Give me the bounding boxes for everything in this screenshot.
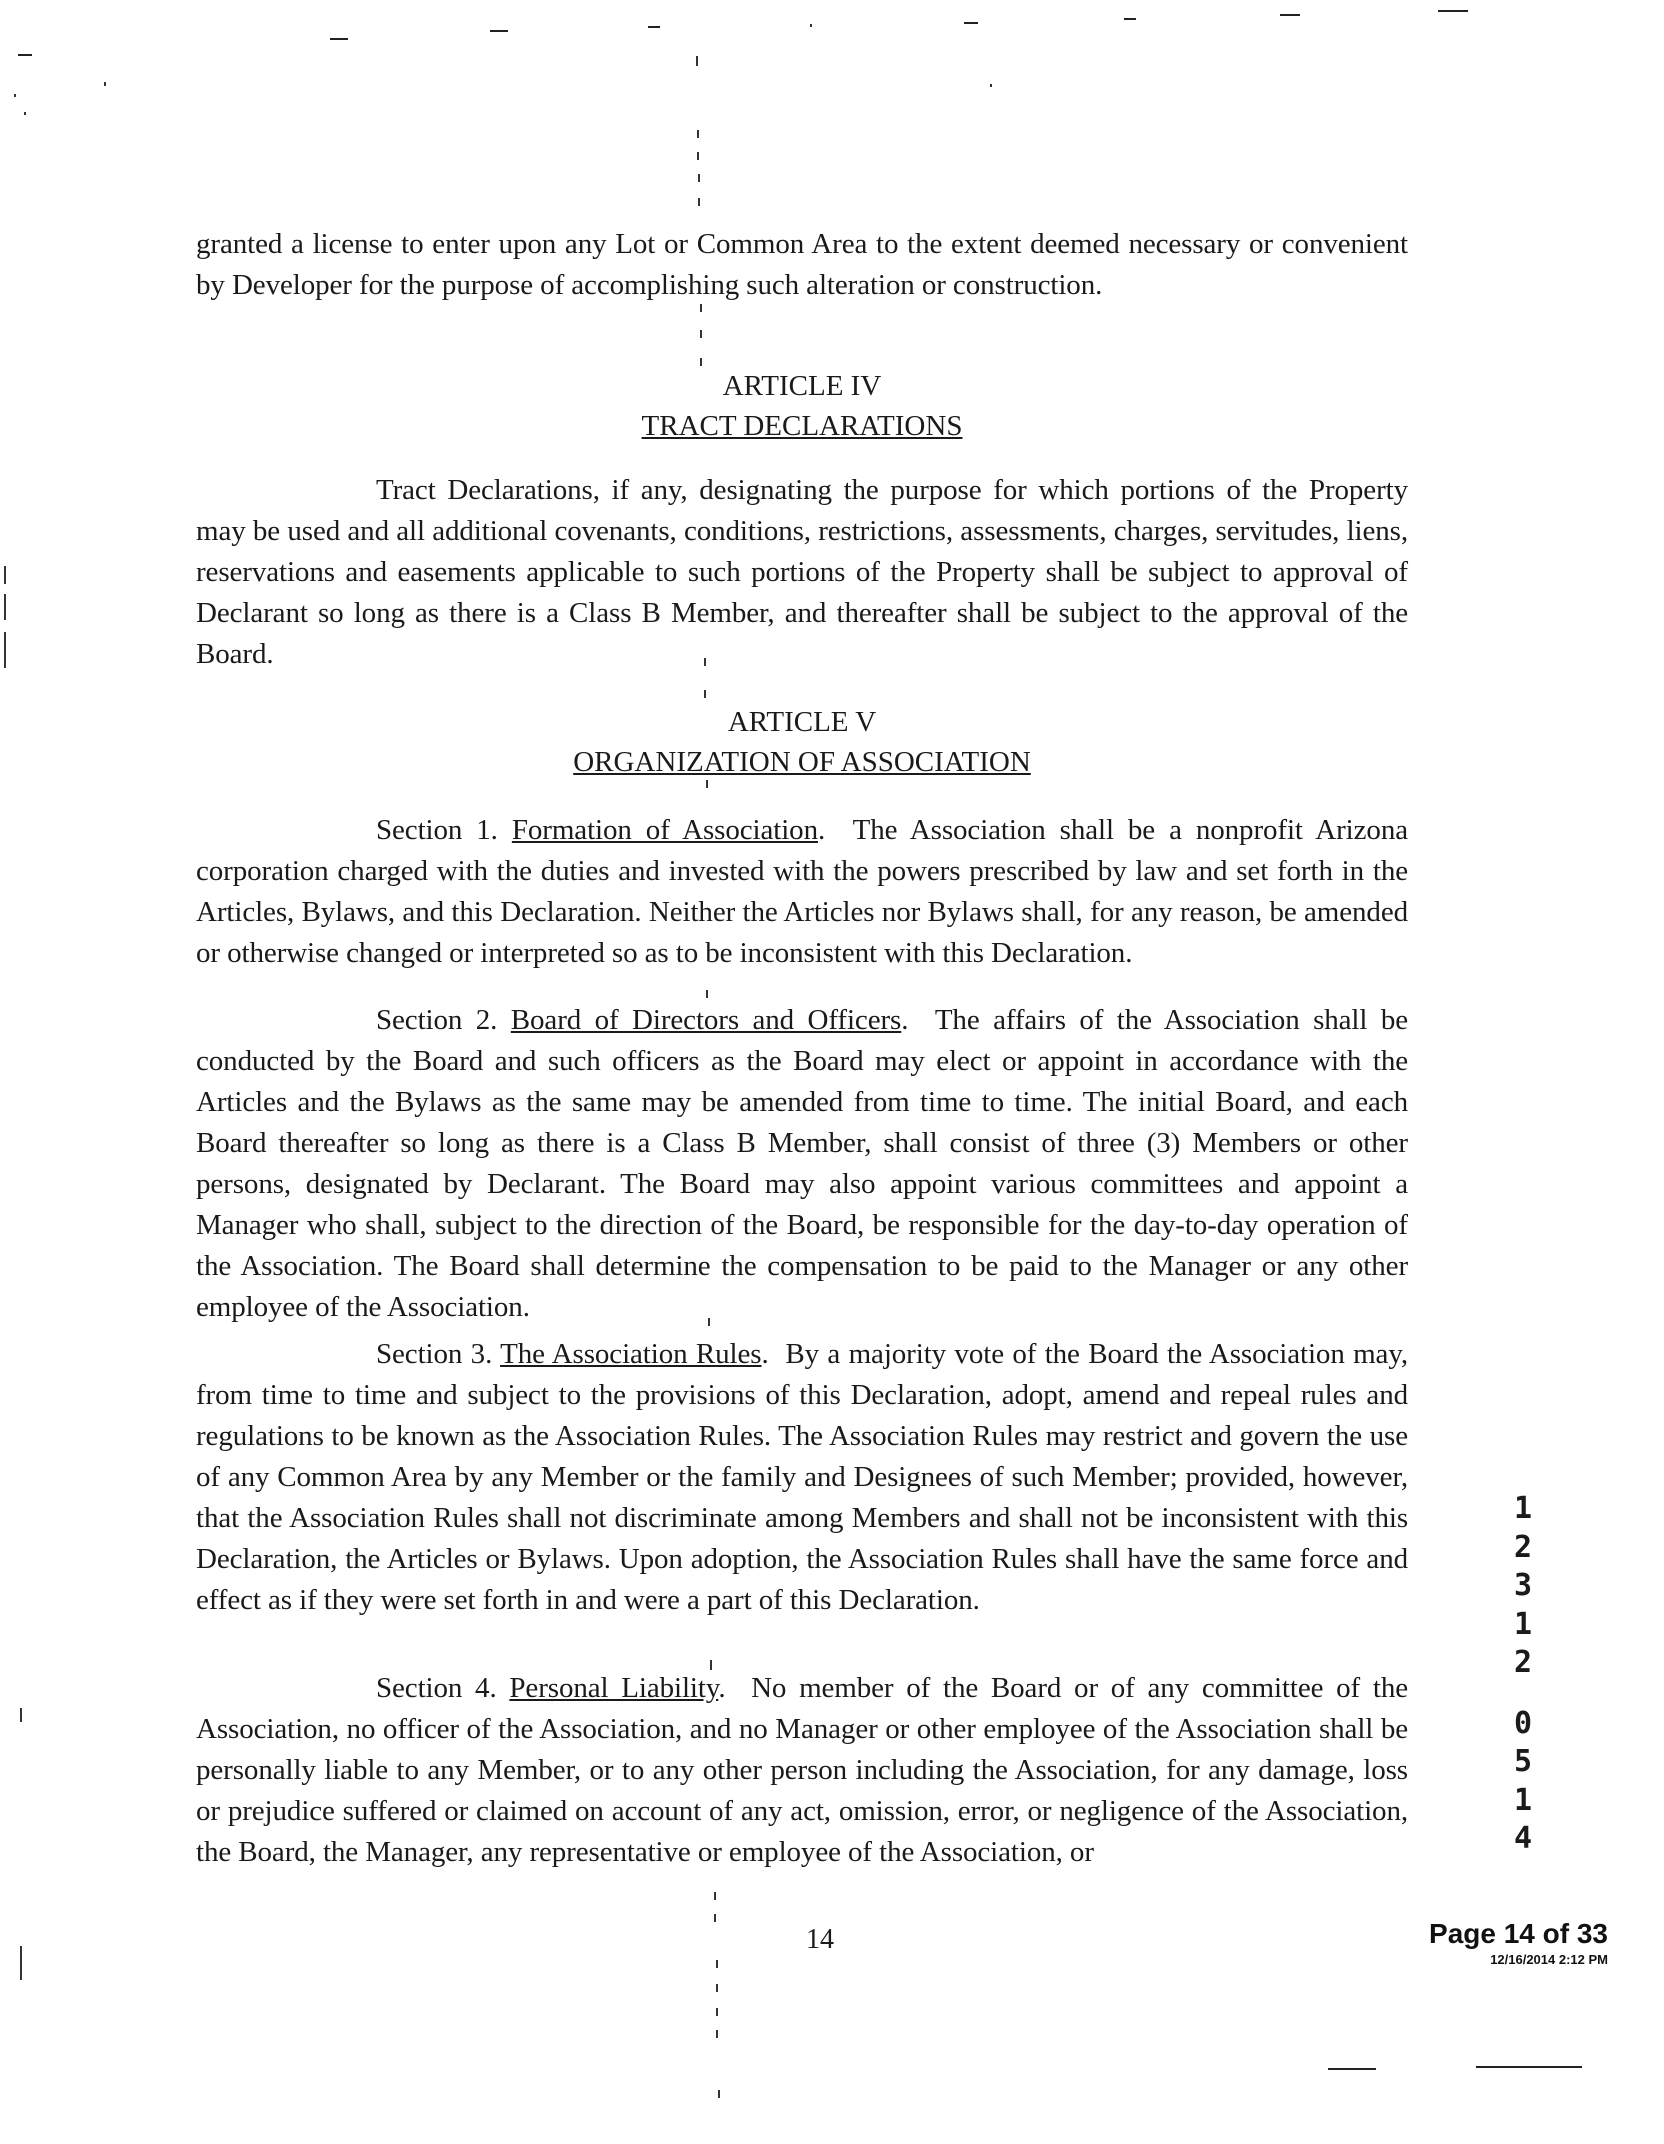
article-v-number: ARTICLE V: [727, 706, 877, 738]
section-title: Formation of Association: [511, 814, 818, 846]
article-iv-paragraph: Tract Declarations, if any, designating the purpose for which portions of the Property may be used and all additional covenants, conditions, restrictions, assessments, charges, servitudes, liens, reservations and easements applicable to such portions of the Property shall be subject to approval of Declarant so long as there is a Class B Member, and thereafter shall be subject to the approval of the Board.: [196, 474, 1408, 670]
recording-number: [1503, 1490, 1543, 1859]
section-label: Section 2.: [376, 1004, 498, 1036]
section-title: Personal Liability: [509, 1672, 719, 1704]
scan-mark: [700, 358, 702, 366]
recorder-timestamp: 12/16/2014 2:12 PM: [1490, 1952, 1608, 1967]
scan-mark: [18, 54, 32, 56]
section-paragraph: Section 1. Formation of Association. The Association shall be a nonprofit Arizona corporation charged with the duties and invested with the powers prescribed by law and set forth in the Articles, Bylaws, and this Declaration. Neither the Articles nor Bylaws shall, for any reason, be amended or otherwise changed or interpreted so as to be inconsistent with this Declaration.: [196, 814, 1408, 969]
scan-mark: [4, 632, 6, 668]
article-iv-number: ARTICLE IV: [722, 370, 882, 402]
article-iv-heading: [196, 366, 1408, 446]
scan-mark: [716, 1960, 718, 1968]
scan-mark: [706, 990, 708, 998]
recording-digit: 0: [1513, 1705, 1533, 1741]
section-text: By a majority vote of the Board the Association may, from time to time and subject to the provisions of this Declaration, adopt, amend and repeal rules and regulations to be known as the Association Rules. The Association Rules may restrict and govern the use of any Common Area by any Member or the family and Designees of such Member; provided, however, that the Association Rules shall not discriminate among Members and shall not be inconsistent with this Declaration, the Articles or Bylaws. Upon adoption, the Association Rules shall have the same force and effect as if they were set forth in and were a part of this Declaration.: [196, 1338, 1408, 1616]
scan-mark: [698, 174, 700, 182]
scan-mark: [648, 26, 660, 28]
scan-mark: [700, 330, 702, 338]
section-label: Section 3.: [376, 1338, 493, 1370]
scan-mark: [20, 1708, 22, 1722]
scan-mark: [964, 22, 978, 24]
scan-mark: [697, 130, 699, 138]
scan-mark: [716, 1984, 718, 1992]
recorder-stamp: [1429, 1918, 1608, 1967]
scan-mark: [1280, 14, 1300, 16]
scan-mark: [698, 198, 700, 206]
scan-mark: [697, 152, 699, 160]
scan-mark: [4, 594, 6, 620]
section-title: Board of Directors and Officers: [510, 1004, 902, 1036]
section-label: Section 1.: [376, 814, 498, 846]
scan-mark: [990, 84, 992, 87]
page-number: 14: [806, 1924, 834, 1955]
recording-digit: 2: [1513, 1529, 1533, 1565]
section-text: The Association shall be a nonprofit Arizona corporation charged with the duties and invested with the powers prescribed by law and set forth in the Articles, Bylaws, and this Declaration. Neither the Articles nor Bylaws shall, for any reason, be amended or otherwise changed or interpreted so as to be inconsistent with this Declaration.: [196, 814, 1408, 969]
section-title: The Association Rules: [500, 1338, 762, 1370]
section-paragraph: Section 2. Board of Directors and Officers. The affairs of the Association shall be conducted by the Board and such officers as the Board may elect or appoint in accordance with the Articles and the Bylaws as the same may be amended from time to time. The initial Board, and each Board thereafter so long as there is a Class B Member, shall consist of three (3) Members or other persons, designated by Declarant. The Board may also appoint various committees and appoint a Manager who shall, subject to the direction of the Board, be responsible for the day-to-day operation of the Association. The Board shall determine the compensation to be paid to the Manager or any other employee of the Association.: [196, 1004, 1408, 1323]
carryover-paragraph: granted a license to enter upon any Lot or Common Area to the extent deemed necessary or convenient by Developer for the purpose of accomplishing such alteration or construction.: [196, 228, 1408, 301]
recording-digit: 4: [1513, 1821, 1533, 1856]
scan-mark: [1328, 2068, 1376, 2070]
section-text: The affairs of the Association shall be conducted by the Board and such officers as the Board may elect or appoint in accordance with the Articles and the Bylaws as the same may be amended from time to time. The initial Board, and each Board thereafter so long as there is a Class B Member, shall consist of three (3) Members or other persons, designated by Declarant. The Board may also appoint various committees and appoint a Manager who shall, subject to the direction of the Board, be responsible for the day-to-day operation of the Association. The Board shall determine the compensation to be paid to the Manager or any other employee of the Association.: [196, 1004, 1408, 1323]
section-paragraph: Section 4. Personal Liability. No member of the Board or of any committee of the Association, no officer of the Association, and no Manager or other employee of the Association shall be personally liable to any Member, or to any other person including the Association, for any damage, loss or prejudice suffered or claimed on account of any act, omission, error, or negligence of the Association, the Board, the Manager, any representative or employee of the Association, or: [196, 1672, 1408, 1868]
scan-mark: [716, 2030, 718, 2038]
section-label: Section 4.: [376, 1672, 497, 1704]
scan-mark: [1124, 18, 1136, 20]
article-v-title: ORGANIZATION OF ASSOCIATION: [573, 746, 1031, 778]
recording-digit: 1: [1513, 1491, 1533, 1526]
scan-mark: [714, 1892, 716, 1900]
scan-mark: [4, 566, 6, 584]
recording-digit: 3: [1513, 1568, 1533, 1603]
scan-mark: [716, 2008, 718, 2016]
scan-mark: [490, 30, 508, 32]
recording-digit: 2: [1513, 1645, 1533, 1680]
recording-digit: 1: [1513, 1606, 1533, 1642]
scan-mark: [104, 82, 106, 86]
scan-mark: [810, 24, 812, 27]
scan-mark: [1476, 2066, 1582, 2068]
recording-digit: 5: [1513, 1744, 1533, 1779]
scan-mark: [704, 690, 706, 698]
scan-mark: [24, 112, 26, 115]
scan-mark: [718, 2090, 720, 2098]
scan-mark: [1438, 10, 1468, 12]
scan-mark: [20, 1946, 22, 1980]
scan-mark: [330, 38, 348, 40]
recorder-page-label: Page 14 of 33: [1429, 1918, 1608, 1949]
article-v-heading: [196, 702, 1408, 782]
recording-digit: 1: [1513, 1782, 1533, 1818]
scan-mark: [696, 56, 698, 66]
article-iv-title: TRACT DECLARATIONS: [641, 410, 963, 442]
scan-mark: [14, 94, 16, 97]
section-paragraph: Section 3. The Association Rules. By a majority vote of the Board the Association may, from time to time and subject to the provisions of this Declaration, adopt, amend and repeal rules and regulations to be known as the Association Rules. The Association Rules may restrict and govern the use of any Common Area by any Member or the family and Designees of such Member; provided, however, that the Association Rules shall not discriminate among Members and shall not be inconsistent with this Declaration, the Articles or Bylaws. Upon adoption, the Association Rules shall have the same force and effect as if they were set forth in and were a part of this Declaration.: [196, 1338, 1408, 1616]
section-text: No member of the Board or of any committee of the Association, no officer of the Association, and no Manager or other employee of the Association shall be personally liable to any Member, or to any other person including the Association, for any damage, loss or prejudice suffered or claimed on account of any act, omission, error, or negligence of the Association, the Board, the Manager, any representative or employee of the Association, or: [196, 1672, 1408, 1868]
scan-mark: [714, 1914, 716, 1922]
